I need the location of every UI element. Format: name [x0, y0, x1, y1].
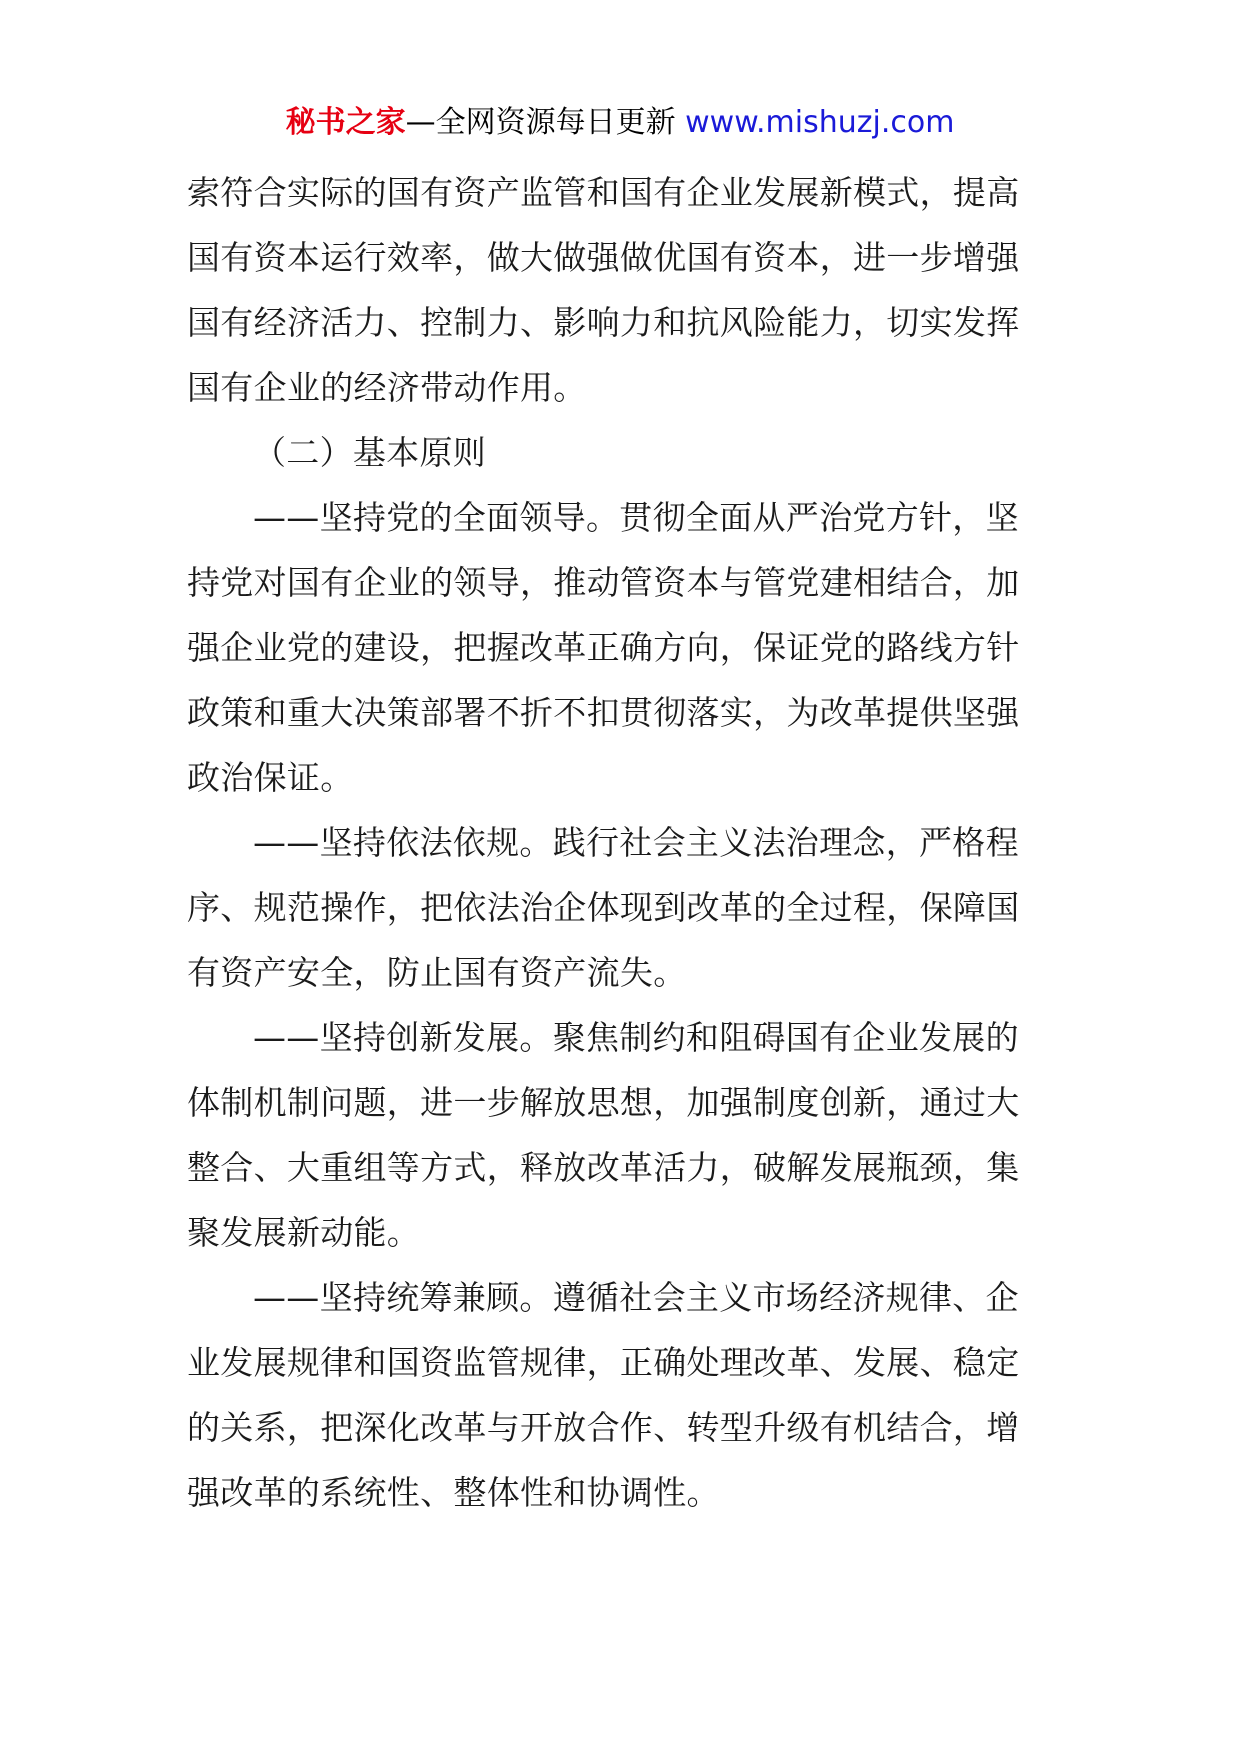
paragraph: ——坚持统筹兼顾。遵循社会主义市场经济规律、企业发展规律和国资监管规律，正确处理改革、发展、稳定的关系，把深化改革与开放合作、转型升级有机结合，增强改革的系统性、整体性和协调性。 — [187, 1278, 1020, 1512]
site-brand: 秘书之家 — [285, 105, 406, 140]
section-heading: （二）基本原则 — [253, 433, 487, 472]
paragraph: ——坚持依法依规。践行社会主义法治理念，严格程序、规范操作，把依法治企体现到改革的全过程，保障国有资产安全，防止国有资产流失。 — [187, 823, 1020, 992]
site-tagline: —全网资源每日更新 — [405, 105, 676, 140]
site-header — [0, 103, 1240, 143]
site-url-link[interactable]: www.mishuzj.com — [685, 105, 955, 140]
paragraph: 索符合实际的国有资产监管和国有企业发展新模式，提高国有资本运行效率，做大做强做优国有资本，进一步增强国有经济活力、控制力、影响力和抗风险能力，切实发挥国有企业的经济带动作用。 — [187, 173, 1020, 407]
paragraph: ——坚持创新发展。聚焦制约和阻碍国有企业发展的体制机制问题，进一步解放思想，加强制度创新，通过大整合、大重组等方式，释放改革活力，破解发展瓶颈，集聚发展新动能。 — [187, 1018, 1020, 1252]
document-body — [187, 160, 1027, 1525]
paragraph: ——坚持党的全面领导。贯彻全面从严治党方针，坚持党对国有企业的领导，推动管资本与管党建相结合，加强企业党的建设，把握改革正确方向，保证党的路线方针政策和重大决策部署不折不扣贯彻落实，为改革提供坚强政治保证。 — [187, 498, 1020, 797]
